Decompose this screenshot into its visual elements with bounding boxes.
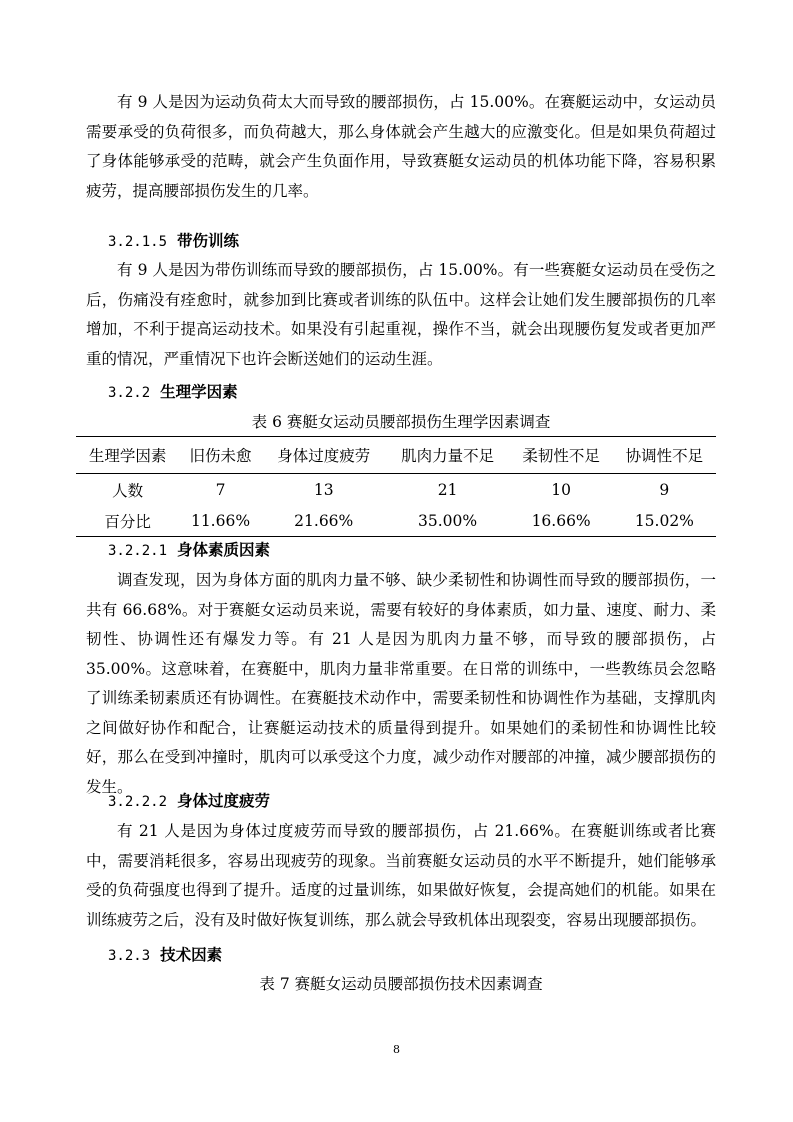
table-cell: 21 (437, 480, 458, 499)
table-header-cell: 身体过度疲劳 (262, 437, 386, 474)
table-header-cell: 旧伤未愈 (179, 437, 262, 474)
heading-number: 3.2.2 (108, 385, 151, 401)
table-header-cell: 协调性不足 (613, 437, 716, 474)
heading-number: 3.2.3 (108, 948, 151, 964)
table-cell: 7 (215, 480, 226, 499)
heading-title: 生理学因素 (160, 383, 238, 401)
table-row (76, 474, 716, 506)
heading-title: 身体过度疲劳 (177, 792, 271, 810)
paragraph-training-with-injury: 有 9 人是因为带伤训练而导致的腰部损伤，占 15.00%。有一些赛艇女运动员在受伤之后，伤痛没有痊愈时，就参加到比赛或者训练的队伍中。这样会让她们发生腰部损伤的几率增加，不利于提高运动技术。如果没有引起重视，操作不当，就会出现腰伤复发或者更加严重的情况，严重情况下也许会断送她们的运动生涯。 (86, 261, 716, 368)
heading-number: 3.2.1.5 (108, 234, 168, 250)
heading-3-2-2-2 (108, 790, 270, 813)
table-6 (76, 436, 716, 537)
heading-title: 带伤训练 (177, 232, 240, 250)
table-cell: 13 (313, 480, 334, 499)
table-cell: 16.66% (531, 511, 591, 530)
heading-title: 身体素质因素 (177, 541, 271, 559)
table-cell: 35.00% (418, 511, 478, 530)
table-header-cell: 肌肉力量不足 (386, 437, 510, 474)
table-6-caption: 表 6 赛艇女运动员腰部损伤生理学因素调查 (251, 413, 551, 431)
table-header-cell: 生理学因素 (76, 437, 179, 474)
table-header-row (76, 437, 716, 474)
table-7-caption: 表 7 赛艇女运动员腰部损伤技术因素调查 (259, 975, 543, 993)
paragraph-physical-quality: 调查发现，因为身体方面的肌肉力量不够、缺少柔韧性和协调性而导致的腰部损伤，一共有 66.68%。对于赛艇女运动员来说，需要有较好的身体素质，如力量、速度、耐力、柔韧性、协调性还有爆发力等。有 21 人是因为肌肉力量不够，而导致的腰部损伤，占 35.00%。这意味着，在赛艇中，肌肉力量非常重要。在日常的训练中，一些教练员会忽略了训练柔韧素质还有协调性。在赛艇技术动作中，需要柔韧性和协调性作为基础，支撑肌肉之间做好协作和配合，让赛艇运动技术的质量得到提升。如果她们的柔韧性和协调性比较好，那么在受到冲撞时，肌肉可以承受这个力度，减少动作对腰部的冲撞，减少腰部损伤的发生。 (86, 571, 716, 796)
paragraph-fatigue: 有 21 人是因为身体过度疲劳而导致的腰部损伤，占 21.66%。在赛艇训练或者比赛中，需要消耗很多，容易出现疲劳的现象。当前赛艇女运动员的水平不断提升，她们能够承受的负荷强度也得到了提升。适度的过量训练，如果做好恢复，会提高她们的机能。如果在训练疲劳之后，没有及时做好恢复训练，那么就会导致机体出现裂变，容易出现腰部损伤。 (86, 822, 716, 929)
table-cell: 15.02% (634, 511, 694, 530)
page-number: 8 (393, 1043, 400, 1056)
table-cell: 9 (659, 480, 670, 499)
heading-title: 技术因素 (160, 946, 223, 964)
heading-3-2-2-1 (108, 539, 270, 562)
table-cell: 21.66% (294, 511, 354, 530)
table-cell: 10 (551, 480, 571, 499)
table-cell: 百分比 (104, 512, 151, 531)
heading-3-2-2 (108, 381, 238, 404)
heading-3-2-3 (108, 944, 222, 967)
table-row (76, 505, 716, 537)
heading-number: 3.2.2.1 (108, 543, 168, 559)
heading-3-2-1-5 (108, 230, 239, 253)
table-cell: 11.66% (190, 511, 251, 530)
heading-number: 3.2.2.2 (108, 794, 168, 810)
table-header-cell: 柔韧性不足 (510, 437, 613, 474)
table-cell: 人数 (112, 481, 144, 500)
paragraph-training-load: 有 9 人是因为运动负荷太大而导致的腰部损伤，占 15.00%。在赛艇运动中，女运动员需要承受的负荷很多，而负荷越大，那么身体就会产生越大的应激变化。但是如果负荷超过了身体能够承受的范畴，就会产生负面作用，导致赛艇女运动员的机体功能下降，容易积累疲劳，提高腰部损伤发生的几率。 (86, 93, 716, 200)
